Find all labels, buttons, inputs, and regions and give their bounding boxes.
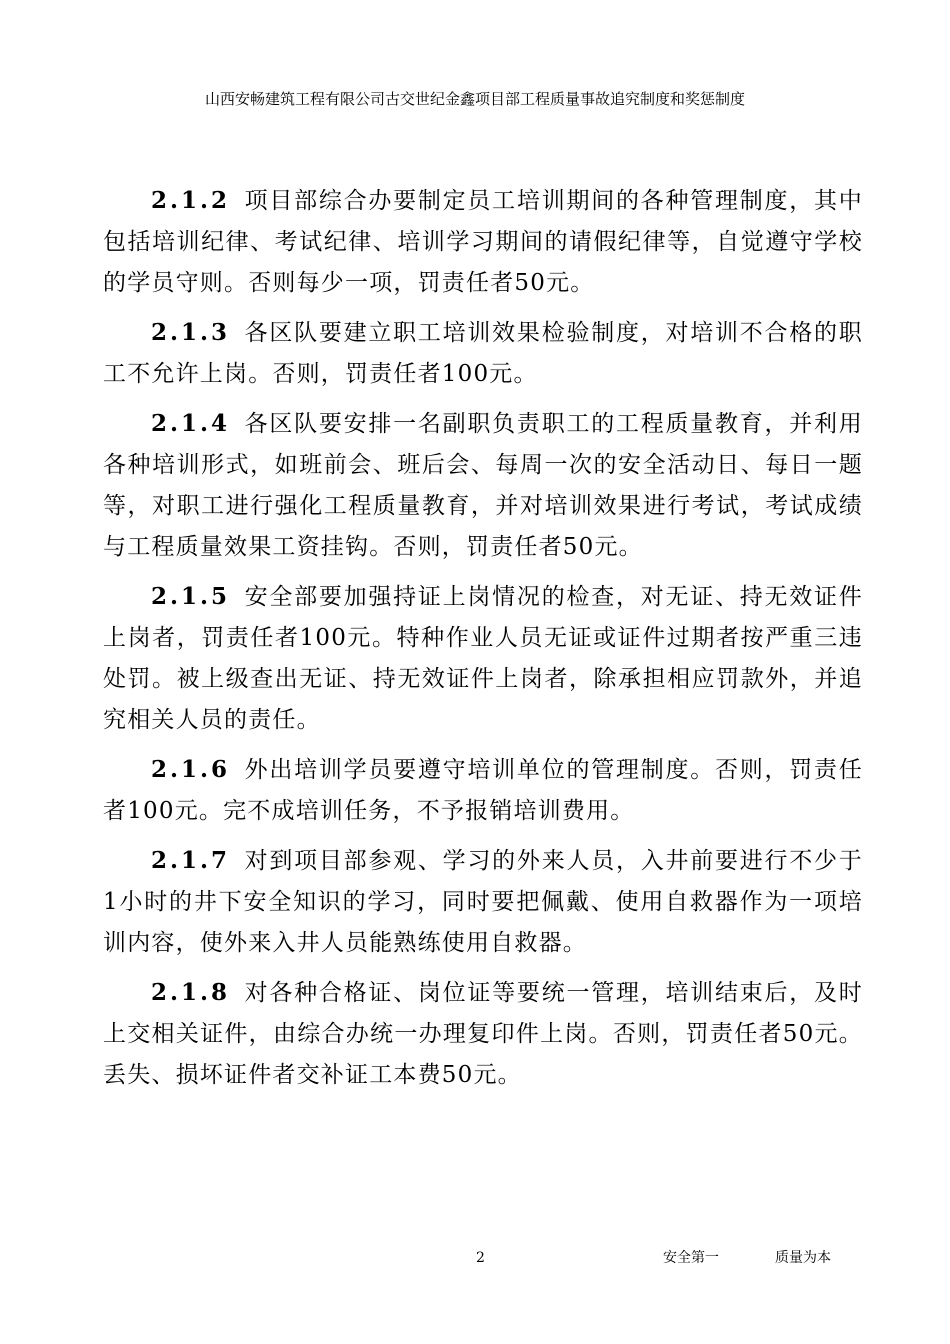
- page-header: [0, 89, 950, 109]
- clause-number: 2.1.7: [151, 847, 231, 874]
- clause-2-1-3: [103, 312, 863, 395]
- clause-number: 2.1.4: [151, 410, 231, 437]
- clause-text: 各区队要建立职工培训效果检验制度，对培训不合格的职工不允许上岗。否则，罚责任者100元。: [103, 320, 863, 387]
- document-body: [103, 180, 863, 1104]
- clause-number: 2.1.2: [151, 187, 231, 214]
- clause-2-1-7: [103, 840, 863, 964]
- header-title: 山西安畅建筑工程有限公司古交世纪金鑫项目部工程质量事故追究制度和奖惩制度: [204, 90, 745, 108]
- clause-text: 项目部综合办要制定员工培训期间的各种管理制度，其中包括培训纪律、考试纪律、培训学习期间的请假纪律等，自觉遵守学校的学员守则。否则每少一项，罚责任者50元。: [103, 188, 863, 296]
- clause-number: 2.1.8: [151, 979, 231, 1006]
- clause-2-1-8: [103, 972, 863, 1096]
- footer-motto-quality: 质量为本: [775, 1250, 831, 1266]
- clause-2-1-2: [103, 180, 863, 304]
- clause-text: 对到项目部参观、学习的外来人员，入井前要进行不少于1小时的井下安全知识的学习，同时要把佩戴、使用自救器作为一项培训内容，使外来入井人员能熟练使用自救器。: [103, 848, 863, 956]
- clause-2-1-6: [103, 749, 863, 832]
- clause-text: 安全部要加强持证上岗情况的检查，对无证、持无效证件上岗者，罚责任者100元。特种作业人员无证或证件过期者按严重三违处罚。被上级查出无证、持无效证件上岗者，除承担相应罚款外，并追究相关人员的责任。: [103, 584, 863, 733]
- footer-motto-safety: 安全第一: [663, 1250, 719, 1266]
- page-number: 2: [476, 1250, 485, 1266]
- page-footer: [0, 1246, 950, 1270]
- clause-2-1-5: [103, 576, 863, 741]
- clause-number: 2.1.3: [151, 319, 231, 346]
- clause-text: 各区队要安排一名副职负责职工的工程质量教育，并利用各种培训形式，如班前会、班后会、每周一次的安全活动日、每日一题等，对职工进行强化工程质量教育，并对培训效果进行考试，考试成绩与工程质量效果工资挂钩。否则，罚责任者50元。: [103, 411, 863, 560]
- clause-text: 对各种合格证、岗位证等要统一管理，培训结束后，及时上交相关证件，由综合办统一办理复印件上岗。否则，罚责任者50元。丢失、损坏证件者交补证工本费50元。: [103, 980, 863, 1088]
- clause-number: 2.1.6: [151, 756, 231, 783]
- clause-number: 2.1.5: [151, 583, 231, 610]
- clause-2-1-4: [103, 403, 863, 568]
- clause-text: 外出培训学员要遵守培训单位的管理制度。否则，罚责任者100元。完不成培训任务，不予报销培训费用。: [103, 757, 863, 824]
